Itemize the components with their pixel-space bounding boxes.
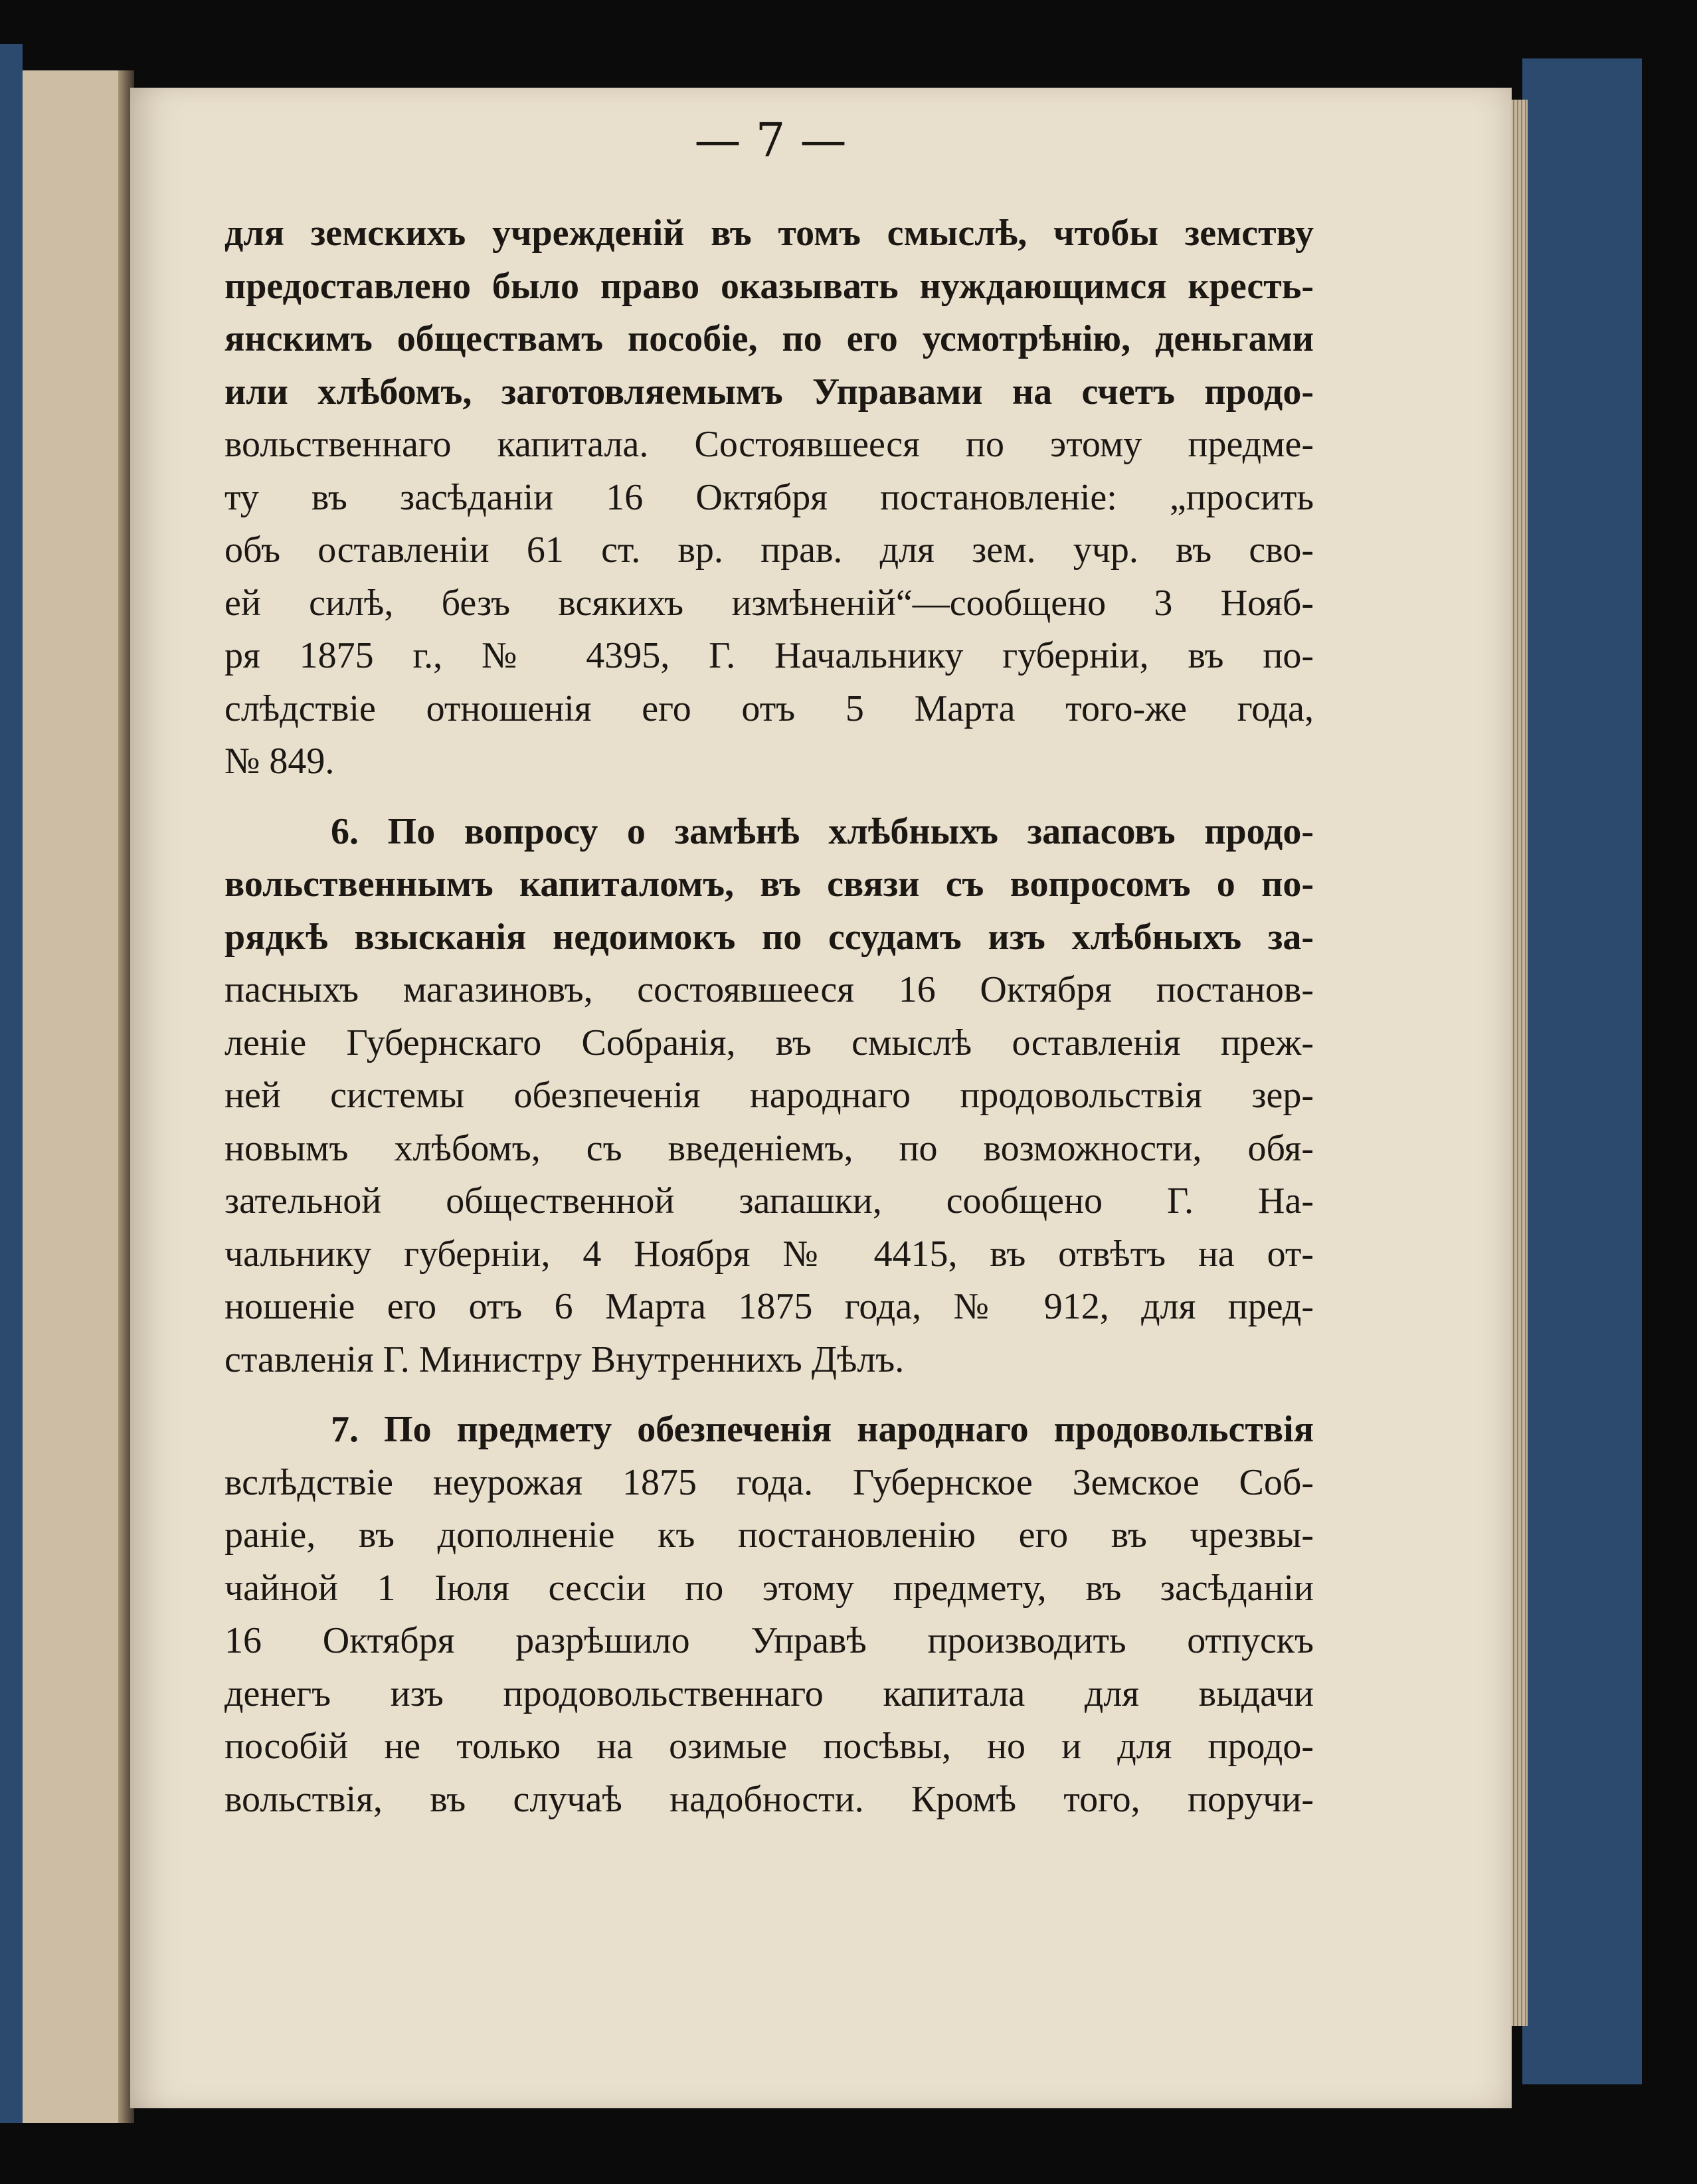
paragraph-continuation: [224, 207, 1314, 788]
text-line: слѣдствіе отношенія его отъ 5 Марта того-же года,: [224, 687, 1314, 729]
page-number: — 7 —: [694, 113, 847, 167]
text-line: 7. По предмету обезпеченія народнаго продовольствія: [331, 1409, 1314, 1450]
text-line: 6. По вопросу о замѣнѣ хлѣбныхъ запасовъ продо-: [331, 810, 1314, 852]
text-line: 16 Октября разрѣшило Управѣ производить отпускъ: [224, 1620, 1314, 1661]
text-line: рядкѣ взысканія недоимокъ по ссудамъ изъ хлѣбныхъ за-: [224, 916, 1314, 958]
text-line: зательной общественной запашки, сообщено Г. На-: [224, 1180, 1314, 1222]
text-line: раніе, въ дополненіе къ постановленію его въ чрезвы-: [224, 1514, 1314, 1556]
text-line: пособій не только на озимые посѣвы, но и для продо-: [224, 1726, 1314, 1767]
text-line: денегъ изъ продовольственнаго капитала для выдачи: [224, 1673, 1314, 1714]
right-cover-edge: [1522, 58, 1642, 2084]
text-line: пасныхъ магазиновъ, состоявшееся 16 Октября постанов-: [224, 969, 1314, 1010]
text-line: вольственнымъ капиталомъ, въ связи съ вопросомъ о по-: [224, 864, 1314, 905]
text-line: для земскихъ учрежденій въ томъ смыслѣ, чтобы земству: [224, 213, 1314, 254]
paragraph-item-6: [224, 806, 1314, 1387]
left-cover-edge: [0, 44, 23, 2123]
text-line: чайной 1 Іюля сессіи по этому предмету, въ засѣданіи: [224, 1567, 1314, 1609]
text-line: или хлѣбомъ, заготовляемымъ Управами на счетъ продо-: [224, 371, 1314, 412]
text-line: объ оставленіи 61 ст. вр. прав. для зем. учр. въ сво-: [224, 529, 1314, 571]
text-line: вольственнаго капитала. Состоявшееся по этому предме-: [224, 424, 1314, 465]
text-line: вслѣдствіе неурожая 1875 года. Губернское Земское Соб-: [224, 1461, 1314, 1503]
text-line: янскимъ обществамъ пособіе, по его усмотрѣнію, деньгами: [224, 318, 1314, 359]
text-line: ношеніе его отъ 6 Марта 1875 года, № 912, для пред-: [224, 1286, 1314, 1327]
text-line: ту въ засѣданіи 16 Октября постановленіе: „просить: [224, 476, 1314, 518]
text-line: № 849.: [224, 741, 335, 782]
text-line: чальнику губерніи, 4 Ноября № 4415, въ отвѣтъ на от-: [224, 1233, 1314, 1275]
text-line: ставленія Г. Министру Внутреннихъ Дѣлъ.: [224, 1338, 905, 1380]
text-line: ря 1875 г., № 4395, Г. Начальнику губерніи, въ по-: [224, 635, 1314, 676]
page-text: [224, 207, 1314, 1826]
paragraph-item-7: [224, 1404, 1314, 1826]
text-line: вольствія, въ случаѣ надобности. Кромѣ того, поручи-: [224, 1778, 1314, 1820]
text-line: новымъ хлѣбомъ, съ введеніемъ, по возможности, обя-: [224, 1127, 1314, 1169]
text-line: предоставлено было право оказывать нуждающимся кресть-: [224, 265, 1314, 307]
text-line: леніе Губернскаго Собранія, въ смыслѣ оставленія преж-: [224, 1022, 1314, 1063]
text-line: ней системы обезпеченія народнаго продовольствія зер-: [224, 1075, 1314, 1116]
text-line: ей силѣ, безъ всякихъ измѣненій“—сообщено 3 Нояб-: [224, 582, 1314, 624]
left-page-strip: [23, 70, 128, 2123]
